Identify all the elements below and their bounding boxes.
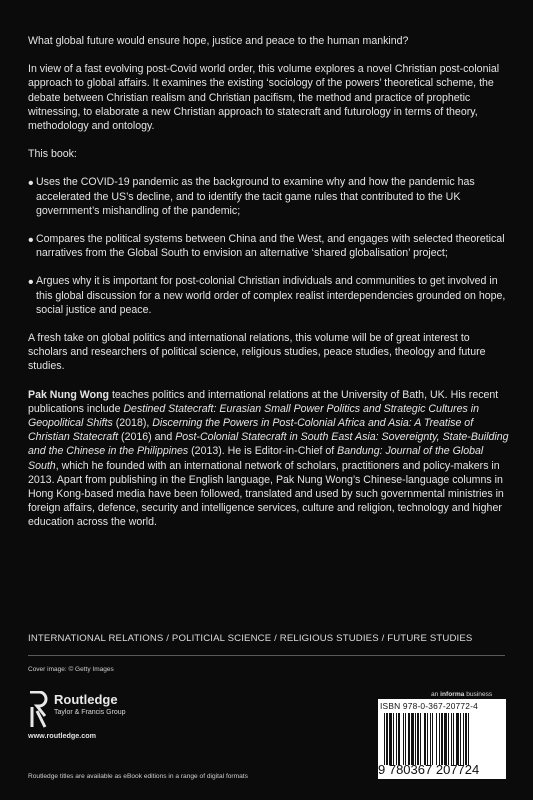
isbn: ISBN 978-0-367-20772-4 (380, 701, 478, 711)
bio-text: (2013). He is Editor-in-Chief of (188, 445, 338, 458)
barcode-bar (451, 713, 452, 765)
bullet-dot-icon: • (28, 232, 34, 250)
divider (28, 655, 505, 656)
ebook-note: Routledge titles are available as eBook editions in a range of digital formats (28, 773, 248, 780)
bullet-dot-icon: • (28, 274, 34, 292)
bullet-text: Argues why it is important for post-colonial Christian individuals and communities to get involved in this global discussion for a new world order of complex realist interdependencies grounded on hope, social justice and peace. (36, 275, 506, 316)
cover-credit: Cover image: © Getty Images (28, 666, 114, 673)
barcode-bar (456, 713, 459, 765)
barcode-bar (396, 713, 397, 765)
barcode-bar (424, 713, 426, 765)
barcode-bar (460, 713, 461, 765)
bio-text: , which he founded with an international network of scholars, practitioners and policy-makers in 2013. Apart from publishing in the English language, Pak Nung Wong’s Chinese-language columns in Hong Kong-based media have been followed, translated and used by such governmental ministries in foreign affairs, defence, security and intelligence services, culture and religion, technology and higher education across the world. (28, 459, 504, 529)
barcode-bar (444, 713, 447, 765)
book-title: Destined Statecraft: Eurasian Small Power Politics and Strategic Cultures in Geopolitical Shifts (28, 402, 480, 430)
publisher-group: Taylor & Francis Group (54, 709, 126, 716)
barcode-bar (405, 713, 406, 765)
book-title: Post-Colonial Statecraft in South East Asia: Sovereignty, State-Building and the Chinese in the Philippines (28, 431, 509, 458)
barcode-bar (430, 713, 431, 765)
barcode-bar (465, 713, 467, 765)
bullet-item (28, 232, 510, 260)
barcode-bar (453, 713, 454, 765)
barcode-bar (448, 713, 449, 765)
barcode-bar (436, 713, 437, 765)
informa-brand: informa (440, 691, 465, 698)
informa-suffix: business (464, 691, 493, 698)
overview-paragraph: In view of a fast evolving post-Covid world order, this volume explores a novel Christian post-colonial approach to global affairs. It examines the existing ‘sociology of the powers’ theoretical scheme, the debate between Christian realism and Christian pacifism, the method and practice of prophetic witnessing, to elaborate a new Christian approach to statecraft and futurology in terms of theory, methodology and ontology. (28, 63, 500, 133)
bullet-text: Compares the political systems between China and the West, and engages with selected theoretical narratives from the Global South to envision an alternative ‘shared globalisation’ project; (36, 233, 505, 260)
informa-business (431, 691, 492, 698)
publisher-name: Routledge (54, 692, 118, 707)
subject-categories: INTERNATIONAL RELATIONS / POLITICIAL SCIENCE / RELIGIOUS STUDIES / FUTURE STUDIES (28, 633, 473, 644)
intro-question: What global future would ensure hope, justice and peace to the human mankind? (28, 35, 409, 47)
bullet-dot-icon: • (28, 175, 34, 193)
barcode-bars-icon (384, 713, 500, 765)
bio-text: (2018), (112, 417, 153, 430)
barcode (378, 699, 506, 779)
barcode-bar (384, 713, 385, 765)
publisher-url[interactable]: www.routledge.com (28, 731, 97, 740)
bio-text: (2016) and (118, 431, 176, 444)
author-name: Pak Nung Wong (28, 388, 110, 401)
bullet-item (28, 175, 510, 218)
barcode-bar (411, 713, 414, 765)
bullet-text: Uses the COVID-19 pandemic as the background to examine why and how the pandemic has accelerated the US’s decline, and to identify the tacit game rules that contributed to the UK government’s mishandling of the pandemic; (36, 176, 475, 217)
barcode-bar (432, 713, 433, 765)
bio-text: teaches politics and international relations at the University of Bath, UK. His recent publications include (28, 388, 499, 415)
barcode-bar (408, 713, 410, 765)
publisher-logo (28, 691, 188, 741)
routledge-logo-icon (28, 691, 48, 729)
barcode-bar (441, 713, 443, 765)
barcode-digits: 9 780367 207724 (378, 762, 480, 777)
journal-title: Bandung: Journal of the Global South (28, 445, 484, 472)
informa-prefix: an (431, 691, 441, 698)
barcode-bar (417, 713, 419, 765)
barcode-bar (386, 713, 388, 765)
bullet-item (28, 274, 510, 317)
book-heading: This book: (28, 148, 77, 161)
barcode-bar (398, 713, 400, 765)
barcode-bar (389, 713, 392, 765)
book-title: Discerning the Powers in Post-Colonial Africa and Asia: A Treatise of Christian Statecraft (28, 417, 474, 444)
barcode-bar (427, 713, 428, 765)
barcode-bar (420, 713, 421, 765)
author-bio (28, 388, 510, 530)
barcode-bar (468, 713, 469, 765)
barcode-bar (463, 713, 464, 765)
audience-paragraph: A fresh take on global politics and international relations, this volume will be of great interest to scholars and researchers of political science, religious studies, peace studies, theology and future studies. (28, 332, 486, 373)
back-cover-text (28, 34, 510, 530)
barcode-bar (403, 713, 404, 765)
barcode-bar (439, 713, 440, 765)
barcode-bar (393, 713, 394, 765)
barcode-bar (415, 713, 416, 765)
